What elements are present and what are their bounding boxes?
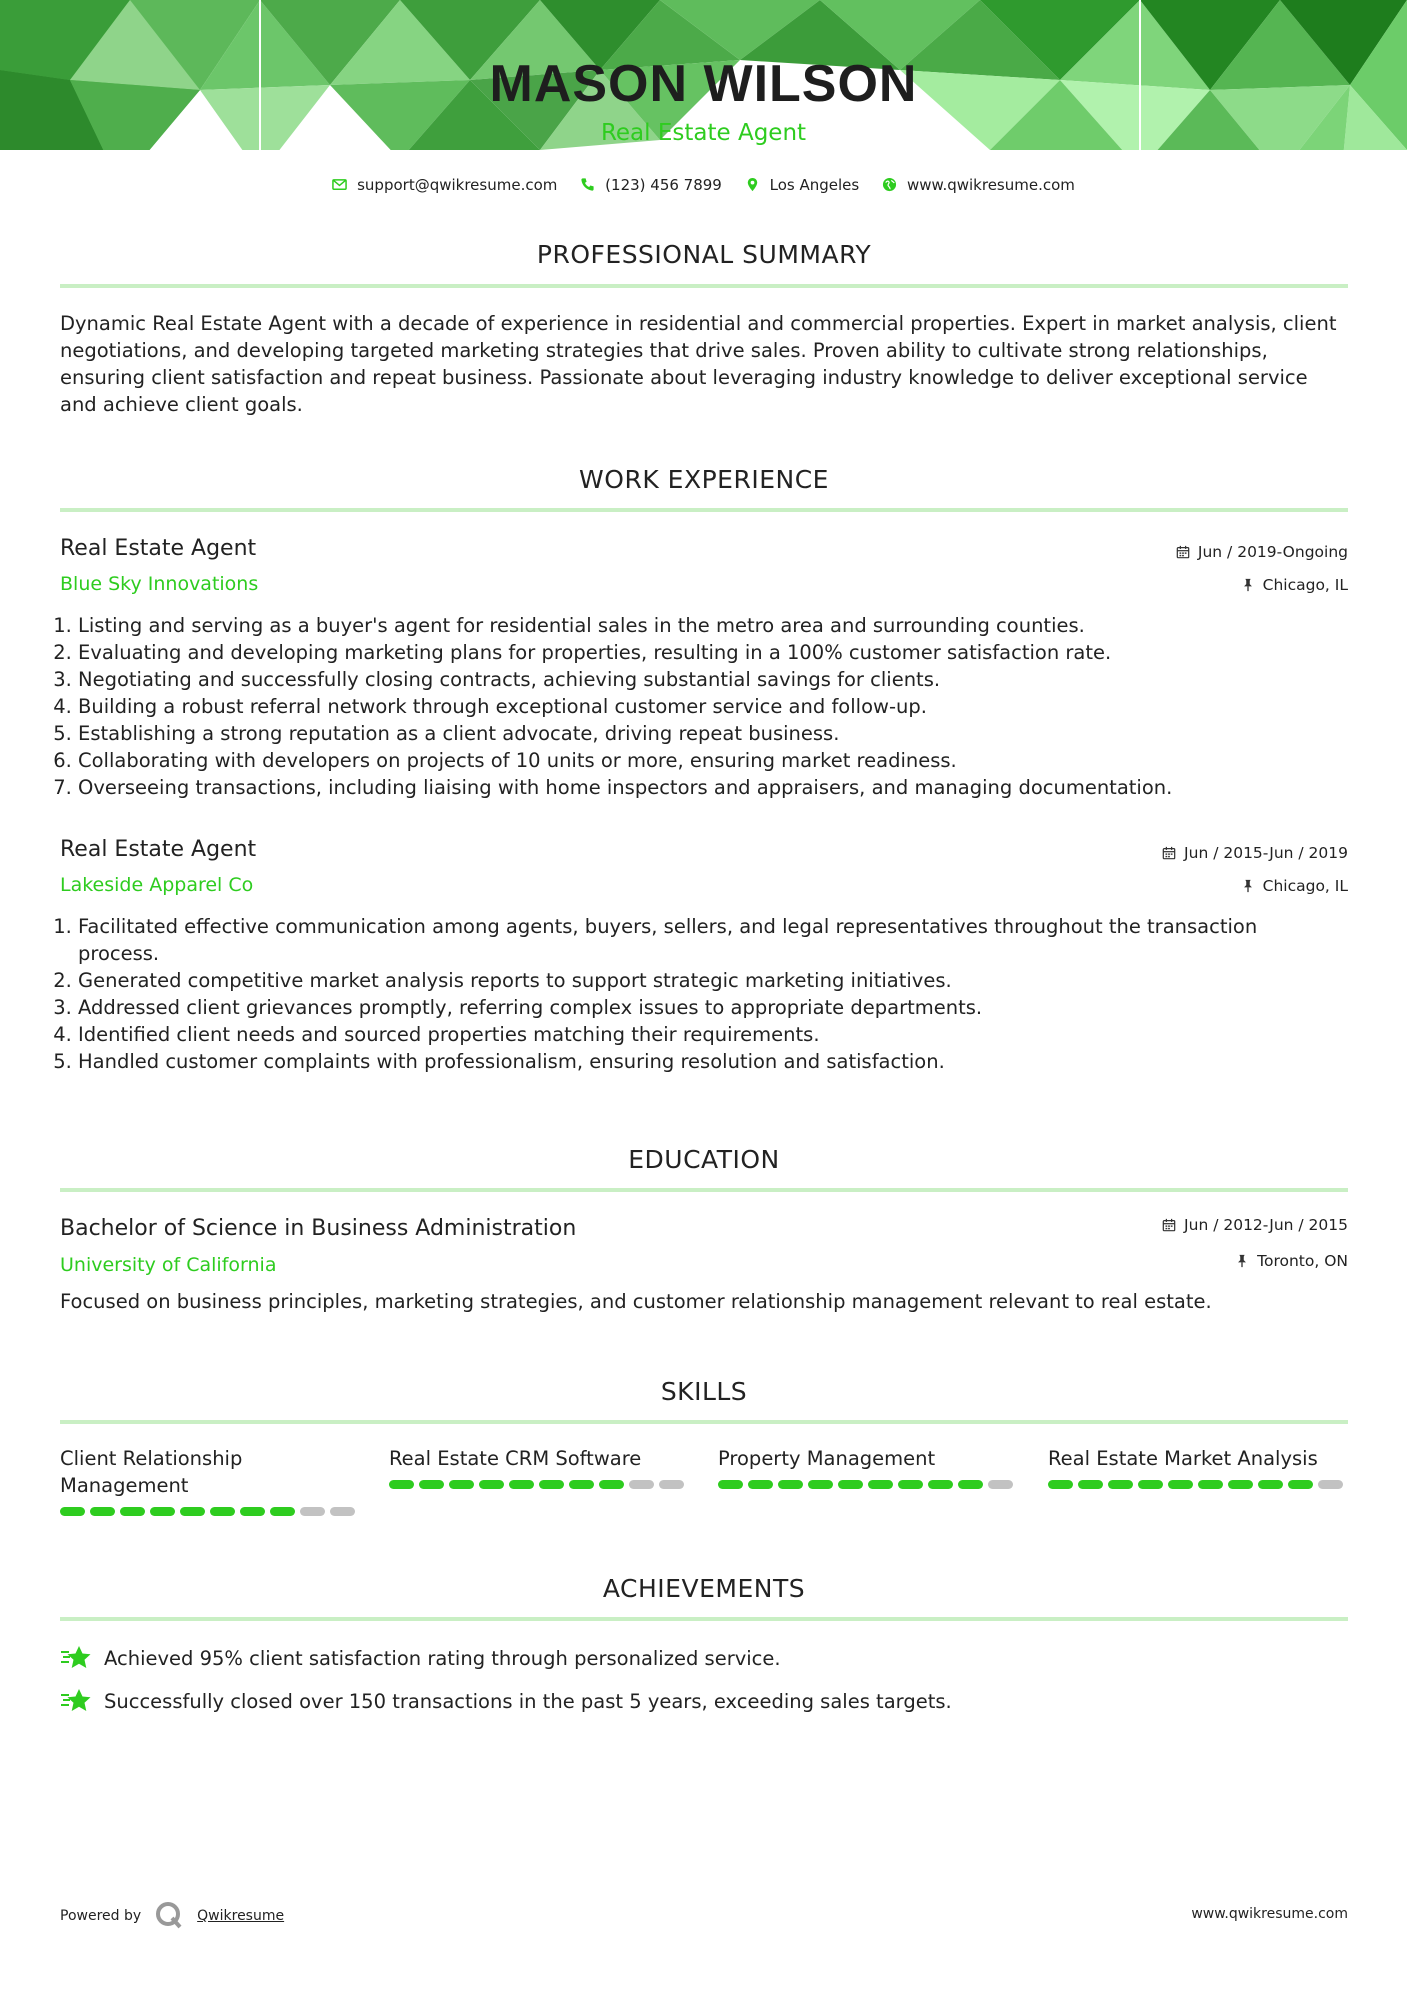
- skill-segment-filled: [180, 1507, 205, 1516]
- skill-rating-bar: [389, 1480, 689, 1489]
- education-school: University of California: [60, 1254, 277, 1276]
- calendar-icon: [1162, 1218, 1176, 1232]
- skill-segment-filled: [569, 1480, 594, 1489]
- skill-item: [718, 1445, 1018, 1489]
- skill-segment-empty: [659, 1480, 684, 1489]
- skill-name: Real Estate Market Analysis: [1048, 1447, 1318, 1470]
- contact-email[interactable]: [332, 174, 557, 196]
- candidate-role: Real Estate Agent: [600, 120, 807, 146]
- calendar-icon: [1162, 846, 1176, 860]
- skill-segment-filled: [808, 1480, 833, 1489]
- list-item: 2. Generated competitive market analysis reports to support strategic marketing initiatives.: [78, 967, 1318, 994]
- qwikresume-logo-icon: [155, 1901, 183, 1929]
- contact-location-text: Los Angeles: [769, 175, 860, 194]
- contact-website[interactable]: [882, 174, 1075, 196]
- job-dates: [1176, 545, 1348, 561]
- list-item: 1. Listing and serving as a buyer's agent for residential sales in the metro area and surrounding counties.: [78, 612, 1318, 639]
- skill-segment-filled: [928, 1480, 953, 1489]
- education-dates: [1162, 1218, 1348, 1234]
- achievement-item: [60, 1643, 781, 1673]
- contact-location: [745, 174, 860, 196]
- footer-powered-by: [60, 1901, 284, 1930]
- skill-segment-filled: [449, 1480, 474, 1489]
- skill-segment-filled: [509, 1480, 534, 1489]
- skill-segment-filled: [1138, 1480, 1163, 1489]
- skill-segment-filled: [868, 1480, 893, 1489]
- skill-segment-filled: [389, 1480, 414, 1489]
- section-divider: [60, 1188, 1348, 1192]
- phone-icon: [580, 177, 595, 192]
- skill-item: [1048, 1445, 1348, 1489]
- skill-segment-filled: [718, 1480, 743, 1489]
- job-location: [1241, 879, 1348, 895]
- education-degree: Bachelor of Science in Business Administration: [60, 1216, 577, 1241]
- job-company: Lakeside Apparel Co: [60, 874, 254, 896]
- achievement-text: Achieved 95% client satisfaction rating through personalized service.: [104, 1647, 781, 1670]
- skill-rating-bar: [718, 1480, 1018, 1489]
- contact-website-text: www.qwikresume.com: [907, 175, 1075, 194]
- skill-name: Real Estate CRM Software: [389, 1447, 642, 1470]
- skill-segment-filled: [1288, 1480, 1313, 1489]
- job-title: Real Estate Agent: [60, 536, 257, 561]
- skill-name: Property Management: [718, 1447, 936, 1470]
- section-divider: [60, 508, 1348, 512]
- summary-text: Dynamic Real Estate Agent with a decade of experience in residential and commercial properties. Expert in market analysis, client negotiations, and developing targeted marketing strategies that drive sales. Proven ability to cultivate strong relationships, ensuring client satisfaction and repeat business. Passionate about leveraging industry knowledge to deliver exceptional service and achieve client goals.: [60, 312, 1337, 416]
- skill-segment-filled: [270, 1507, 295, 1516]
- skill-segment-filled: [958, 1480, 983, 1489]
- section-title-achievements: ACHIEVEMENTS: [602, 1574, 806, 1603]
- star-badge-icon: [60, 1643, 92, 1673]
- skill-segment-filled: [748, 1480, 773, 1489]
- contact-phone[interactable]: [580, 174, 722, 196]
- skill-segment-empty: [300, 1507, 325, 1516]
- section-divider: [60, 1617, 1348, 1621]
- job-bullets: [60, 913, 1318, 1075]
- skill-segment-empty: [330, 1507, 355, 1516]
- achievement-text: Successfully closed over 150 transactions in the past 5 years, exceeding sales targets.: [104, 1690, 952, 1713]
- job-dates: [1162, 846, 1348, 862]
- skill-segment-filled: [898, 1480, 923, 1489]
- pushpin-icon: [1241, 879, 1255, 893]
- list-item: 6. Collaborating with developers on projects of 10 units or more, ensuring market readiness.: [78, 747, 1318, 774]
- skill-rating-bar: [60, 1507, 360, 1516]
- skill-segment-filled: [210, 1507, 235, 1516]
- list-item: 5. Handled customer complaints with professionalism, ensuring resolution and satisfaction.: [78, 1048, 1318, 1075]
- list-item: 2. Evaluating and developing marketing plans for properties, resulting in a 100% customer satisfaction rate.: [78, 639, 1318, 666]
- skill-segment-filled: [1108, 1480, 1133, 1489]
- candidate-name: MASON WILSON: [489, 55, 918, 113]
- skill-segment-filled: [599, 1480, 624, 1489]
- skill-segment-empty: [629, 1480, 654, 1489]
- list-item: 7. Overseeing transactions, including liaising with home inspectors and appraisers, and managing documentation.: [78, 774, 1318, 801]
- skill-segment-empty: [988, 1480, 1013, 1489]
- pushpin-icon: [1235, 1254, 1249, 1268]
- education-dates-text: Jun / 2012-Jun / 2015: [1184, 1216, 1348, 1234]
- skill-segment-filled: [1078, 1480, 1103, 1489]
- skill-segment-filled: [539, 1480, 564, 1489]
- achievement-item: [60, 1686, 952, 1716]
- job-company: Blue Sky Innovations: [60, 573, 259, 595]
- education-location-text: Toronto, ON: [1257, 1252, 1348, 1270]
- education-description: Focused on business principles, marketing strategies, and customer relationship management relevant to real estate.: [60, 1290, 1212, 1313]
- skill-segment-filled: [778, 1480, 803, 1489]
- skill-segment-filled: [1258, 1480, 1283, 1489]
- calendar-icon: [1176, 545, 1190, 559]
- map-pin-icon: [745, 177, 760, 192]
- section-title-education: EDUCATION: [628, 1145, 780, 1174]
- section-divider: [60, 1420, 1348, 1424]
- skill-segment-filled: [1198, 1480, 1223, 1489]
- star-badge-icon: [60, 1686, 92, 1716]
- list-item: 3. Addressed client grievances promptly, referring complex issues to appropriate departments.: [78, 994, 1318, 1021]
- job-dates-text: Jun / 2019-Ongoing: [1197, 543, 1348, 561]
- skill-item: [389, 1445, 689, 1489]
- brand-link[interactable]: Qwikresume: [197, 1908, 285, 1924]
- skill-segment-filled: [419, 1480, 444, 1489]
- envelope-icon: [332, 177, 347, 192]
- contact-email-text: support@qwikresume.com: [357, 175, 558, 194]
- skill-segment-filled: [1228, 1480, 1253, 1489]
- job-location: [1241, 578, 1348, 594]
- skill-segment-filled: [838, 1480, 863, 1489]
- footer-website[interactable]: www.qwikresume.com: [1191, 1906, 1348, 1922]
- skill-segment-filled: [120, 1507, 145, 1516]
- education-location: [1235, 1254, 1348, 1270]
- section-divider: [60, 284, 1348, 288]
- skill-segment-filled: [90, 1507, 115, 1516]
- pushpin-icon: [1241, 578, 1255, 592]
- skill-segment-empty: [1318, 1480, 1343, 1489]
- section-title-experience: WORK EXPERIENCE: [579, 465, 829, 494]
- skill-segment-filled: [1168, 1480, 1193, 1489]
- contact-bar: [0, 173, 1407, 196]
- job-title: Real Estate Agent: [60, 837, 257, 862]
- skill-segment-filled: [479, 1480, 504, 1489]
- list-item: 4. Identified client needs and sourced properties matching their requirements.: [78, 1021, 1318, 1048]
- job-bullets: [60, 612, 1318, 801]
- job-dates-text: Jun / 2015-Jun / 2019: [1184, 844, 1348, 862]
- list-item: 4. Building a robust referral network through exceptional customer service and follow-up.: [78, 693, 1318, 720]
- section-title-skills: SKILLS: [660, 1377, 748, 1406]
- section-title-summary: PROFESSIONAL SUMMARY: [536, 240, 872, 269]
- skill-segment-filled: [1048, 1480, 1073, 1489]
- powered-by-label: Powered by: [60, 1908, 142, 1924]
- contact-phone-text: (123) 456 7899: [605, 175, 722, 194]
- list-item: 5. Establishing a strong reputation as a client advocate, driving repeat business.: [78, 720, 1318, 747]
- job-location-text: Chicago, IL: [1262, 877, 1348, 895]
- skill-rating-bar: [1048, 1480, 1348, 1489]
- list-item: 3. Negotiating and successfully closing contracts, achieving substantial savings for clients.: [78, 666, 1318, 693]
- list-item: 1. Facilitated effective communication among agents, buyers, sellers, and legal representatives throughout the transaction process.: [78, 913, 1318, 967]
- skill-segment-filled: [150, 1507, 175, 1516]
- globe-icon: [882, 177, 897, 192]
- job-location-text: Chicago, IL: [1262, 576, 1348, 594]
- skill-name: Client Relationship Management: [60, 1447, 243, 1497]
- skill-segment-filled: [240, 1507, 265, 1516]
- skill-item: [60, 1445, 360, 1516]
- skill-segment-filled: [60, 1507, 85, 1516]
